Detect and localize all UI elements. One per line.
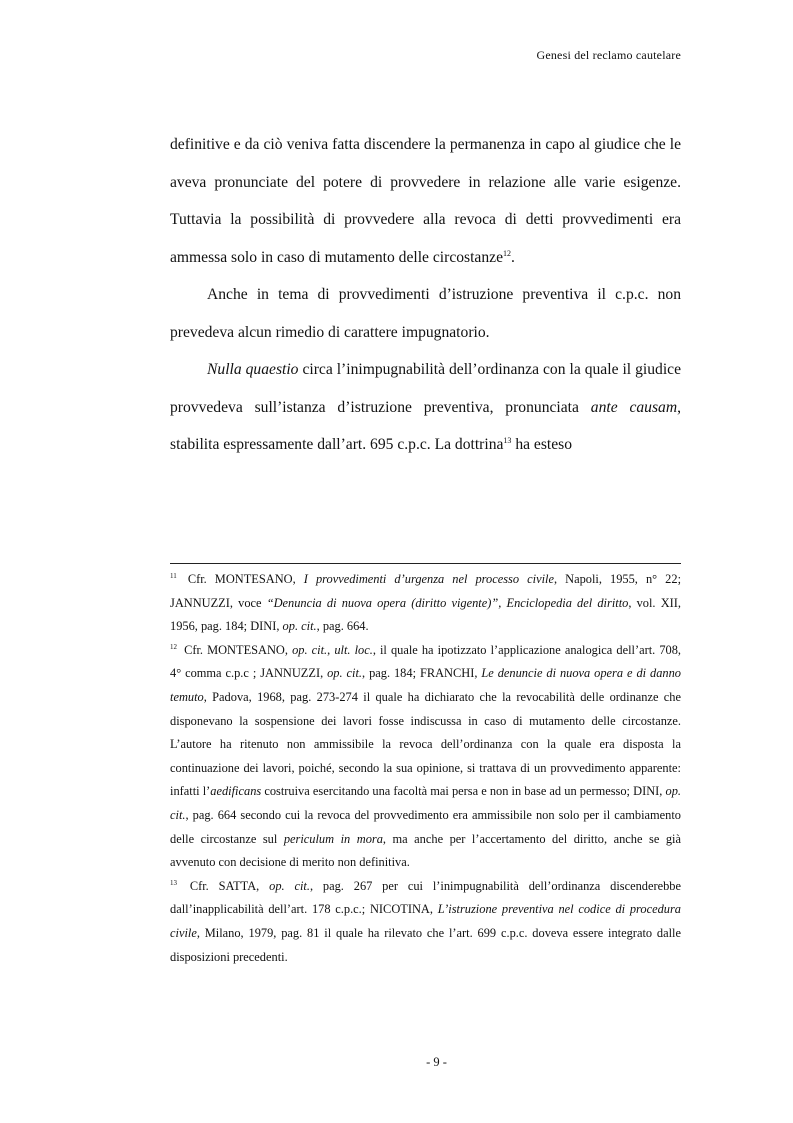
main-text [170, 126, 681, 464]
footnote-separator [170, 563, 681, 564]
running-header: Genesi del reclamo cautelare [536, 48, 681, 62]
footnote-ref-12: 12 [503, 248, 511, 258]
footnote-11: $^{11}$ Cfr. MONTESANO, I provvedimenti d’urgenza nel processo civile, Napoli, 1955, n° 22; JANNUZZI, voce “Denuncia di nuova opera (diritto vigente)”, Enciclopedia del diritto, vol. XII, 1956, pag. 184; DINI, op. cit., pag. 664. [170, 572, 682, 634]
footnote-12: $^{12}$ Cfr. MONTESANO, op. cit., ult. loc., il quale ha ipotizzato l’applicazione analogica dell’art. 708, 4° comma c.p.c ; JANNUZZI, op. cit., pag. 184; FRANCHI, Le denuncie di nuova opera e di danno temuto, Padova, 1968, pag. 273-274 il quale ha dichiarato che la revocabilità delle ordinanze che disponevano la sospensione dei lavori fosse indiscussa in caso di mutamento delle circostanze. L’autore ha ritenuto non ammissibile la revoca dell’ordinanza con la quale era disposta la continuazione dei lavori, poiché, secondo la sua opinione, si trattava di un provvedimento apparente: infatti l’aedificans costruiva esercitando una facoltà mai persa e non in base ad un permesso; DINI, op. cit., pag. 664 secondo cui la revoca del provvedimento era ammissibile non solo per il cambiamento delle circostanze sul periculum in mora, ma anche per l’accertamento del diritto, anche se già avvenuto con decisione di merito non definitiva. [170, 642, 682, 870]
paragraph-1: definitive e da ciò veniva fatta discendere la permanenza in capo al giudice che le aveva pronunciate del potere di provvedere in relazione alle varie esigenze. Tuttavia la possibilità di provvedere alla revoca di detti provvedimenti era ammessa solo in caso di mutamento delle circostanze$^{12}$. [170, 136, 681, 266]
paragraph-3: Nulla quaestio circa l’inimpugnabilità dell’ordinanza con la quale il giudice provvedeva sull’istanza d’istruzione preventiva, pronunciata ante causam, stabilita espressamente dall’art. 695 c.p.c. La dottrina$^{13}$ ha esteso [170, 361, 682, 453]
footnotes [170, 568, 681, 969]
paragraph-2: Anche in tema di provvedimenti d’istruzione preventiva il c.p.c. non prevedeva alcun rimedio di carattere impugnatorio. [170, 286, 681, 341]
footnote-13: $^{13}$ Cfr. SATTA, op. cit., pag. 267 per cui l’inimpugnabilità dell’ordinanza discenderebbe dall’inapplicabilità dell’art. 178 c.p.c.; NICOTINA, L’istruzione preventiva nel codice di procedura civile, Milano, 1979, pag. 81 il quale ha rilevato che l’art. 699 c.p.c. doveva essere integrato dalle disposizioni precedenti. [170, 878, 681, 964]
page-number: - 9 - [426, 1055, 447, 1069]
footnote-ref-13: 13 [503, 436, 512, 445]
